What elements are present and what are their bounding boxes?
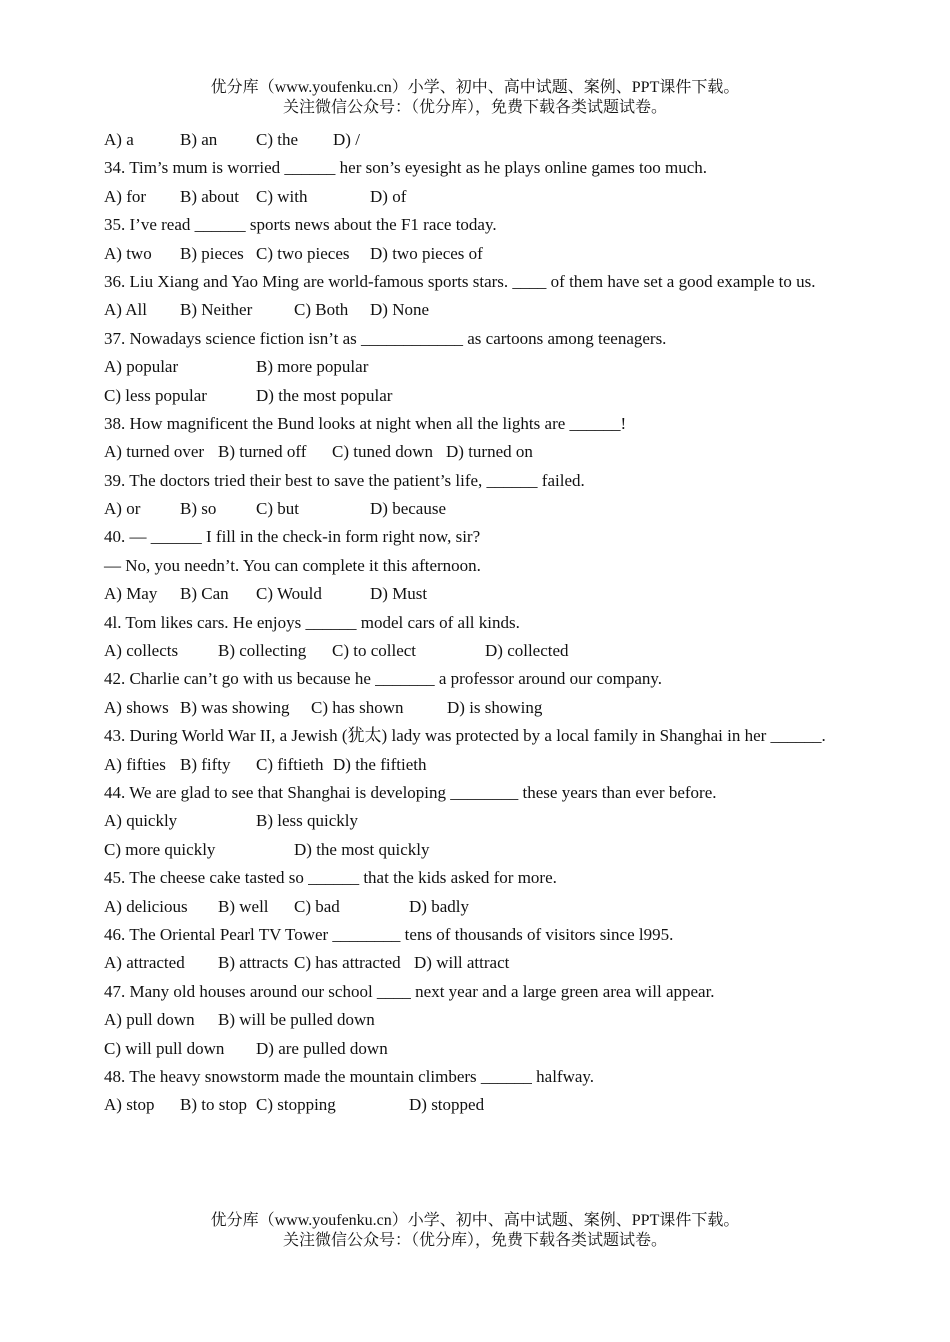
q45-option-c: C) bad: [294, 896, 340, 916]
q41-option-b: B) collecting: [218, 641, 307, 661]
q39-option-d: D) because: [370, 499, 446, 519]
q38-option-b: B) turned off: [218, 442, 307, 462]
q44-option-d: D) the most quickly: [294, 839, 430, 859]
q44-option-a: A) quickly: [104, 811, 178, 831]
q41-option-c: C) to collect: [332, 641, 417, 661]
q33-options: [104, 126, 849, 154]
q43-option-a: A) fifties: [104, 754, 166, 774]
q45-option-d: D) badly: [409, 896, 469, 916]
q46-option-d: D) will attract: [414, 953, 510, 973]
q47-option-c: C) will pull down: [104, 1038, 225, 1058]
q45-option-b: B) well: [218, 896, 269, 916]
q38-text: 38. How magnificent the Bund looks at night when all the lights are ______!: [104, 413, 627, 433]
question-list: [104, 126, 849, 1120]
q34-option-d: D) of: [370, 186, 407, 206]
footer-line-1: 优分库（www.youfenku.cn）小学、初中、高中试题、案例、PPT课件下载。: [210, 1212, 740, 1229]
q46-option-c: C) has attracted: [294, 953, 401, 973]
q48-option-c: C) stopping: [256, 1095, 336, 1115]
q41-text: 4l. Tom likes cars. He enjoys ______ model cars of all kinds.: [104, 612, 520, 632]
q44-text: 44. We are glad to see that Shanghai is developing ________ these years than ever before.: [104, 783, 717, 803]
q36-option-a: A) All: [104, 300, 147, 320]
q33-option-b: B) an: [180, 130, 218, 149]
q35-option-a: A) two: [104, 243, 152, 263]
q39-text: 39. The doctors tried their best to save the patient’s life, ______ failed.: [104, 470, 585, 490]
q35-text: 35. I’ve read ______ sports news about the F1 race today.: [104, 215, 497, 235]
q47-text: 47. Many old houses around our school ____ next year and a large green area will appear.: [104, 981, 715, 1001]
header-line-1: 优分库（www.youfenku.cn）小学、初中、高中试题、案例、PPT课件下载。: [210, 79, 740, 96]
q39-option-c: C) but: [256, 499, 299, 519]
q42-option-b: B) was showing: [180, 697, 290, 717]
q40-option-a: A) May: [104, 584, 158, 604]
q41-option-a: A) collects: [104, 641, 179, 661]
q36-options: [104, 296, 849, 324]
q37-options-row1: [104, 353, 849, 381]
q42-option-d: D) is showing: [447, 697, 543, 717]
header-line-2: 关注微信公众号：（优分库），免费下载各类试题试卷。: [282, 99, 667, 116]
q38-option-d: D) turned on: [446, 442, 533, 462]
q40-option-c: C) Would: [256, 584, 322, 604]
q45-option-a: A) delicious: [104, 896, 188, 916]
q36-option-c: C) Both: [294, 300, 349, 320]
q41-option-d: D) collected: [485, 641, 569, 661]
q37-option-d: D) the most popular: [256, 385, 393, 405]
q40-option-d: D) Must: [370, 584, 428, 604]
page-footer: [0, 1211, 950, 1251]
q44-option-b: B) less quickly: [256, 811, 358, 831]
q42-option-a: A) shows: [104, 697, 169, 717]
page-header: [0, 78, 950, 118]
q33-option-d: D) /: [333, 130, 360, 149]
q38-option-c: C) tuned down: [332, 442, 434, 462]
q46-option-b: B) attracts: [218, 953, 289, 973]
q48-option-b: B) to stop: [180, 1095, 248, 1115]
q37-option-b: B) more popular: [256, 357, 369, 377]
q48-option-a: A) stop: [104, 1095, 155, 1115]
q47-option-d: D) are pulled down: [256, 1038, 388, 1058]
q42-options: [104, 694, 849, 722]
q34-option-b: B) about: [180, 186, 240, 206]
q39-option-a: A) or: [104, 499, 141, 519]
q36-text: 36. Liu Xiang and Yao Ming are world-famous sports stars. ____ of them have set a good example to us.: [104, 271, 816, 291]
q39-options: [104, 495, 849, 523]
q41-options: [104, 637, 849, 665]
q45-options: [104, 893, 849, 921]
q44-options-row2: [104, 836, 849, 864]
q40-options: [104, 580, 849, 608]
q48-text: 48. The heavy snowstorm made the mountain climbers ______ halfway.: [104, 1066, 595, 1086]
q33-option-c: C) the: [256, 130, 299, 149]
q43-text: 43. During World War II, a Jewish (犹太) lady was protected by a local family in Shanghai in her ______.: [104, 726, 826, 746]
q38-options: [104, 438, 849, 466]
q39-option-b: B) so: [180, 499, 217, 519]
q35-option-d: D) two pieces of: [370, 243, 483, 263]
q42-option-c: C) has shown: [311, 697, 404, 717]
q38-option-a: A) turned over: [104, 442, 205, 462]
q47-option-a: A) pull down: [104, 1010, 195, 1030]
q35-options: [104, 240, 849, 268]
q40-text: 40. — ______ I fill in the check-in form right now, sir?: [104, 527, 481, 547]
q43-options: [104, 751, 849, 779]
q44-option-c: C) more quickly: [104, 839, 216, 859]
q46-option-a: A) attracted: [104, 953, 185, 973]
q46-text: 46. The Oriental Pearl TV Tower ________ tens of thousands of visitors since l995.: [104, 924, 674, 944]
q34-options: [104, 183, 849, 211]
q37-options-row2: [104, 382, 849, 410]
q35-option-c: C) two pieces: [256, 243, 350, 263]
q40-option-b: B) Can: [180, 584, 229, 604]
q33-option-a: A) a: [104, 130, 134, 149]
q48-option-d: D) stopped: [409, 1095, 485, 1115]
q36-option-b: B) Neither: [180, 300, 253, 320]
q44-options-row1: [104, 807, 849, 835]
q48-options: [104, 1091, 849, 1119]
q42-text: 42. Charlie can’t go with us because he _______ a professor around our company.: [104, 669, 663, 689]
q34-option-c: C) with: [256, 186, 308, 206]
q34-option-a: A) for: [104, 186, 147, 206]
q47-options-row1: [104, 1006, 849, 1034]
q43-option-c: C) fiftieth: [256, 754, 324, 774]
q37-text: 37. Nowadays science fiction isn’t as ____________ as cartoons among teenagers.: [104, 328, 667, 348]
q45-text: 45. The cheese cake tasted so ______ that the kids asked for more.: [104, 868, 557, 888]
q47-option-b: B) will be pulled down: [218, 1010, 375, 1030]
q43-option-d: D) the fiftieth: [333, 754, 427, 774]
q40-reply: — No, you needn’t. You can complete it this afternoon.: [104, 555, 481, 575]
q46-options: [104, 949, 849, 977]
q43-option-b: B) fifty: [180, 754, 231, 774]
q34-text: 34. Tim’s mum is worried ______ her son’s eyesight as he plays online games too much.: [104, 158, 707, 178]
footer-line-2: 关注微信公众号：（优分库），免费下载各类试题试卷。: [282, 1232, 667, 1249]
q35-option-b: B) pieces: [180, 243, 244, 263]
q47-options-row2: [104, 1035, 849, 1063]
q36-option-d: D) None: [370, 300, 430, 320]
q37-option-c: C) less popular: [104, 385, 207, 405]
q37-option-a: A) popular: [104, 357, 179, 377]
